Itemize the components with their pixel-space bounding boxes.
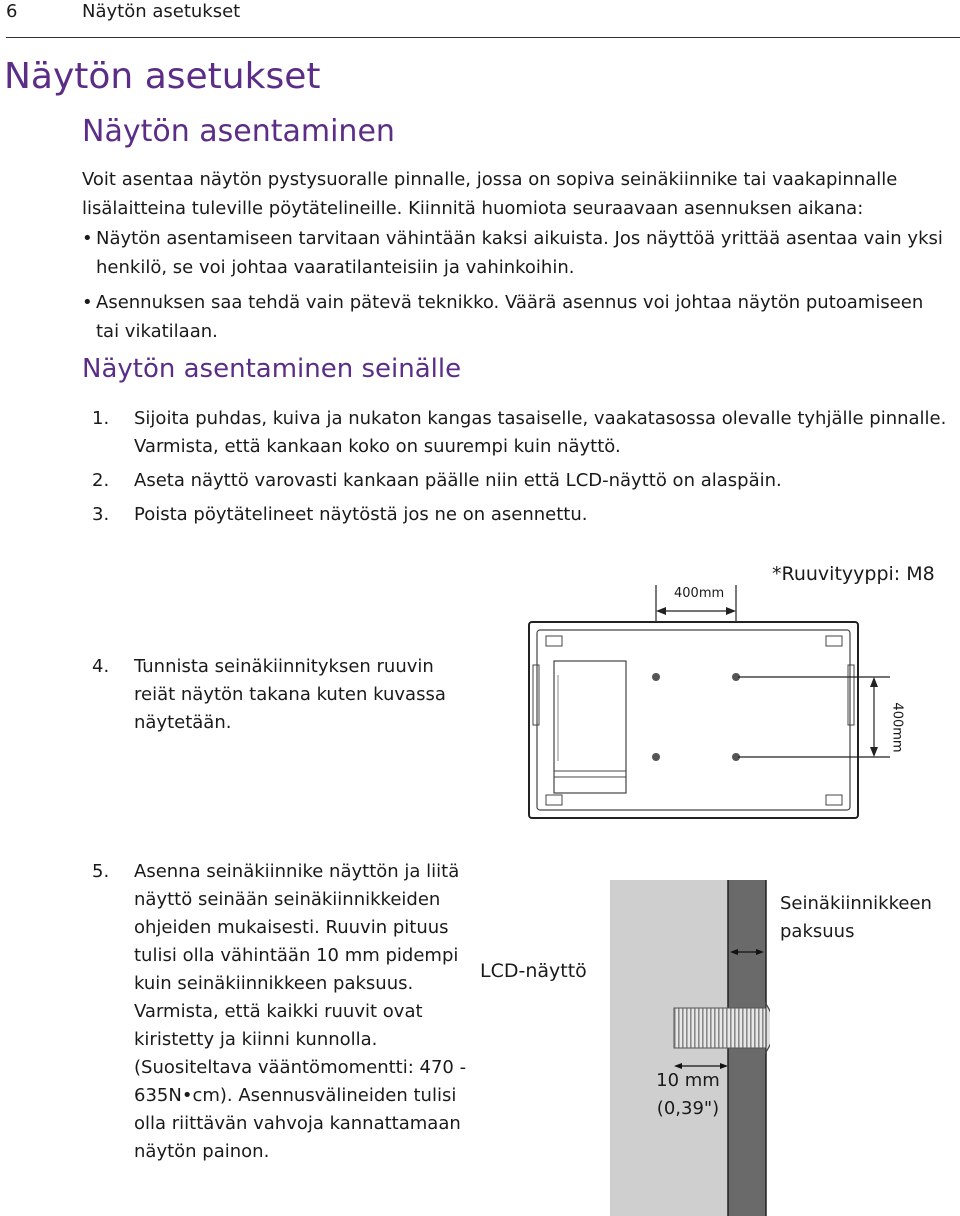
- bullet-list: [82, 224, 952, 352]
- screw-hole: [652, 673, 660, 681]
- step-number: 3.: [92, 504, 110, 525]
- arrow-left-icon: [656, 607, 666, 615]
- step-number: 4.: [92, 656, 110, 677]
- header-rule: [6, 37, 960, 38]
- monitor-back-diagram: [520, 575, 920, 825]
- arrow-right-icon: [726, 607, 736, 615]
- step-number: 2.: [92, 470, 110, 491]
- step-text: Sijoita puhdas, kuiva ja nukaton kangas tasaiselle, vaakatasossa olevalle tyhjälle pinnalle. Varmista, että kankaan koko on suurempi kuin näyttö.: [134, 408, 947, 457]
- screw-type-label: *Ruuvityyppi: M8: [772, 563, 935, 585]
- step-number: 1.: [92, 408, 110, 429]
- step-text: Poista pöytätelineet näytöstä jos ne on asennettu.: [134, 504, 588, 525]
- lcd-label: LCD-näyttö: [480, 960, 587, 982]
- subsection-title: Näytön asentaminen seinälle: [82, 354, 462, 384]
- steps-list: [82, 405, 952, 535]
- step-number: 5.: [92, 861, 110, 882]
- step-text: Asenna seinäkiinnike näyttön ja liitä näyttö seinään seinäkiinnikkeiden ohjeiden mukaisesti. Ruuvin pituus tulisi olla vähintään 10 mm pidempi kuin seinäkiinnikkeen paksuus. Varmista, että kaikki ruuvit ovat kiristetty ja kiinni kunnolla. (Suositeltava vääntömomentti: 470 - 635N•cm). Asennusvälineiden tulisi olla riittävän vahvoja kannattamaan näytön painon.: [134, 861, 467, 1162]
- dimension-vertical-label: 400mm: [889, 702, 905, 753]
- running-title: Näytön asetukset: [82, 1, 241, 22]
- dimension-horizontal-label: 400mm: [674, 586, 725, 601]
- step-item-4: [92, 653, 472, 737]
- screw-head: [766, 1004, 770, 1052]
- step-item: [82, 501, 952, 529]
- step-item: [82, 467, 952, 495]
- arrow-down-icon: [870, 747, 878, 757]
- page-title: Näytön asetukset: [4, 56, 321, 97]
- step-item-5: [92, 858, 472, 1166]
- step-item: [82, 405, 952, 461]
- page-header: [0, 0, 960, 40]
- arrow-up-icon: [870, 677, 878, 687]
- step-text: Tunnista seinäkiinnityksen ruuvin reiät näytön takana kuten kuvassa näytetään.: [134, 656, 446, 733]
- monitor-outer-frame: [529, 622, 858, 818]
- bracket-thickness-label: Seinäkiinnikkeen paksuus: [780, 893, 932, 942]
- intro-paragraph: Voit asentaa näytön pystysuoralle pinnalle, jossa on sopiva seinäkiinnike tai vaakapinnalle lisälaitteina tuleville pöytätelineille. Kiinnitä huomiota seuraavaan asennuksen aikana:: [82, 169, 898, 219]
- screw-shaft: [674, 1008, 768, 1048]
- bullet-item: • Asennuksen saa tehdä vain pätevä teknikko. Väärä asennus voi johtaa näytön putoamiseen tai vikatilaan.: [82, 288, 952, 346]
- screw-length-label: [652, 1067, 724, 1123]
- screw-length-inch: (0,39"): [656, 1098, 720, 1119]
- section-title: Näytön asentaminen: [82, 114, 395, 149]
- screw-hole: [652, 753, 660, 761]
- step-text: Aseta näyttö varovasti kankaan päälle niin että LCD-näyttö on alaspäin.: [134, 470, 782, 491]
- bullet-item: • Näytön asentamiseen tarvitaan vähintään kaksi aikuista. Jos näyttöä yrittää asentaa vain yksi henkilö, se voi johtaa vaaratilanteisiin ja vahinkoihin.: [82, 224, 952, 282]
- screw-length-mm: 10 mm: [656, 1070, 720, 1091]
- page-number: 6: [6, 1, 18, 22]
- wall-mount-diagram: [610, 880, 770, 1216]
